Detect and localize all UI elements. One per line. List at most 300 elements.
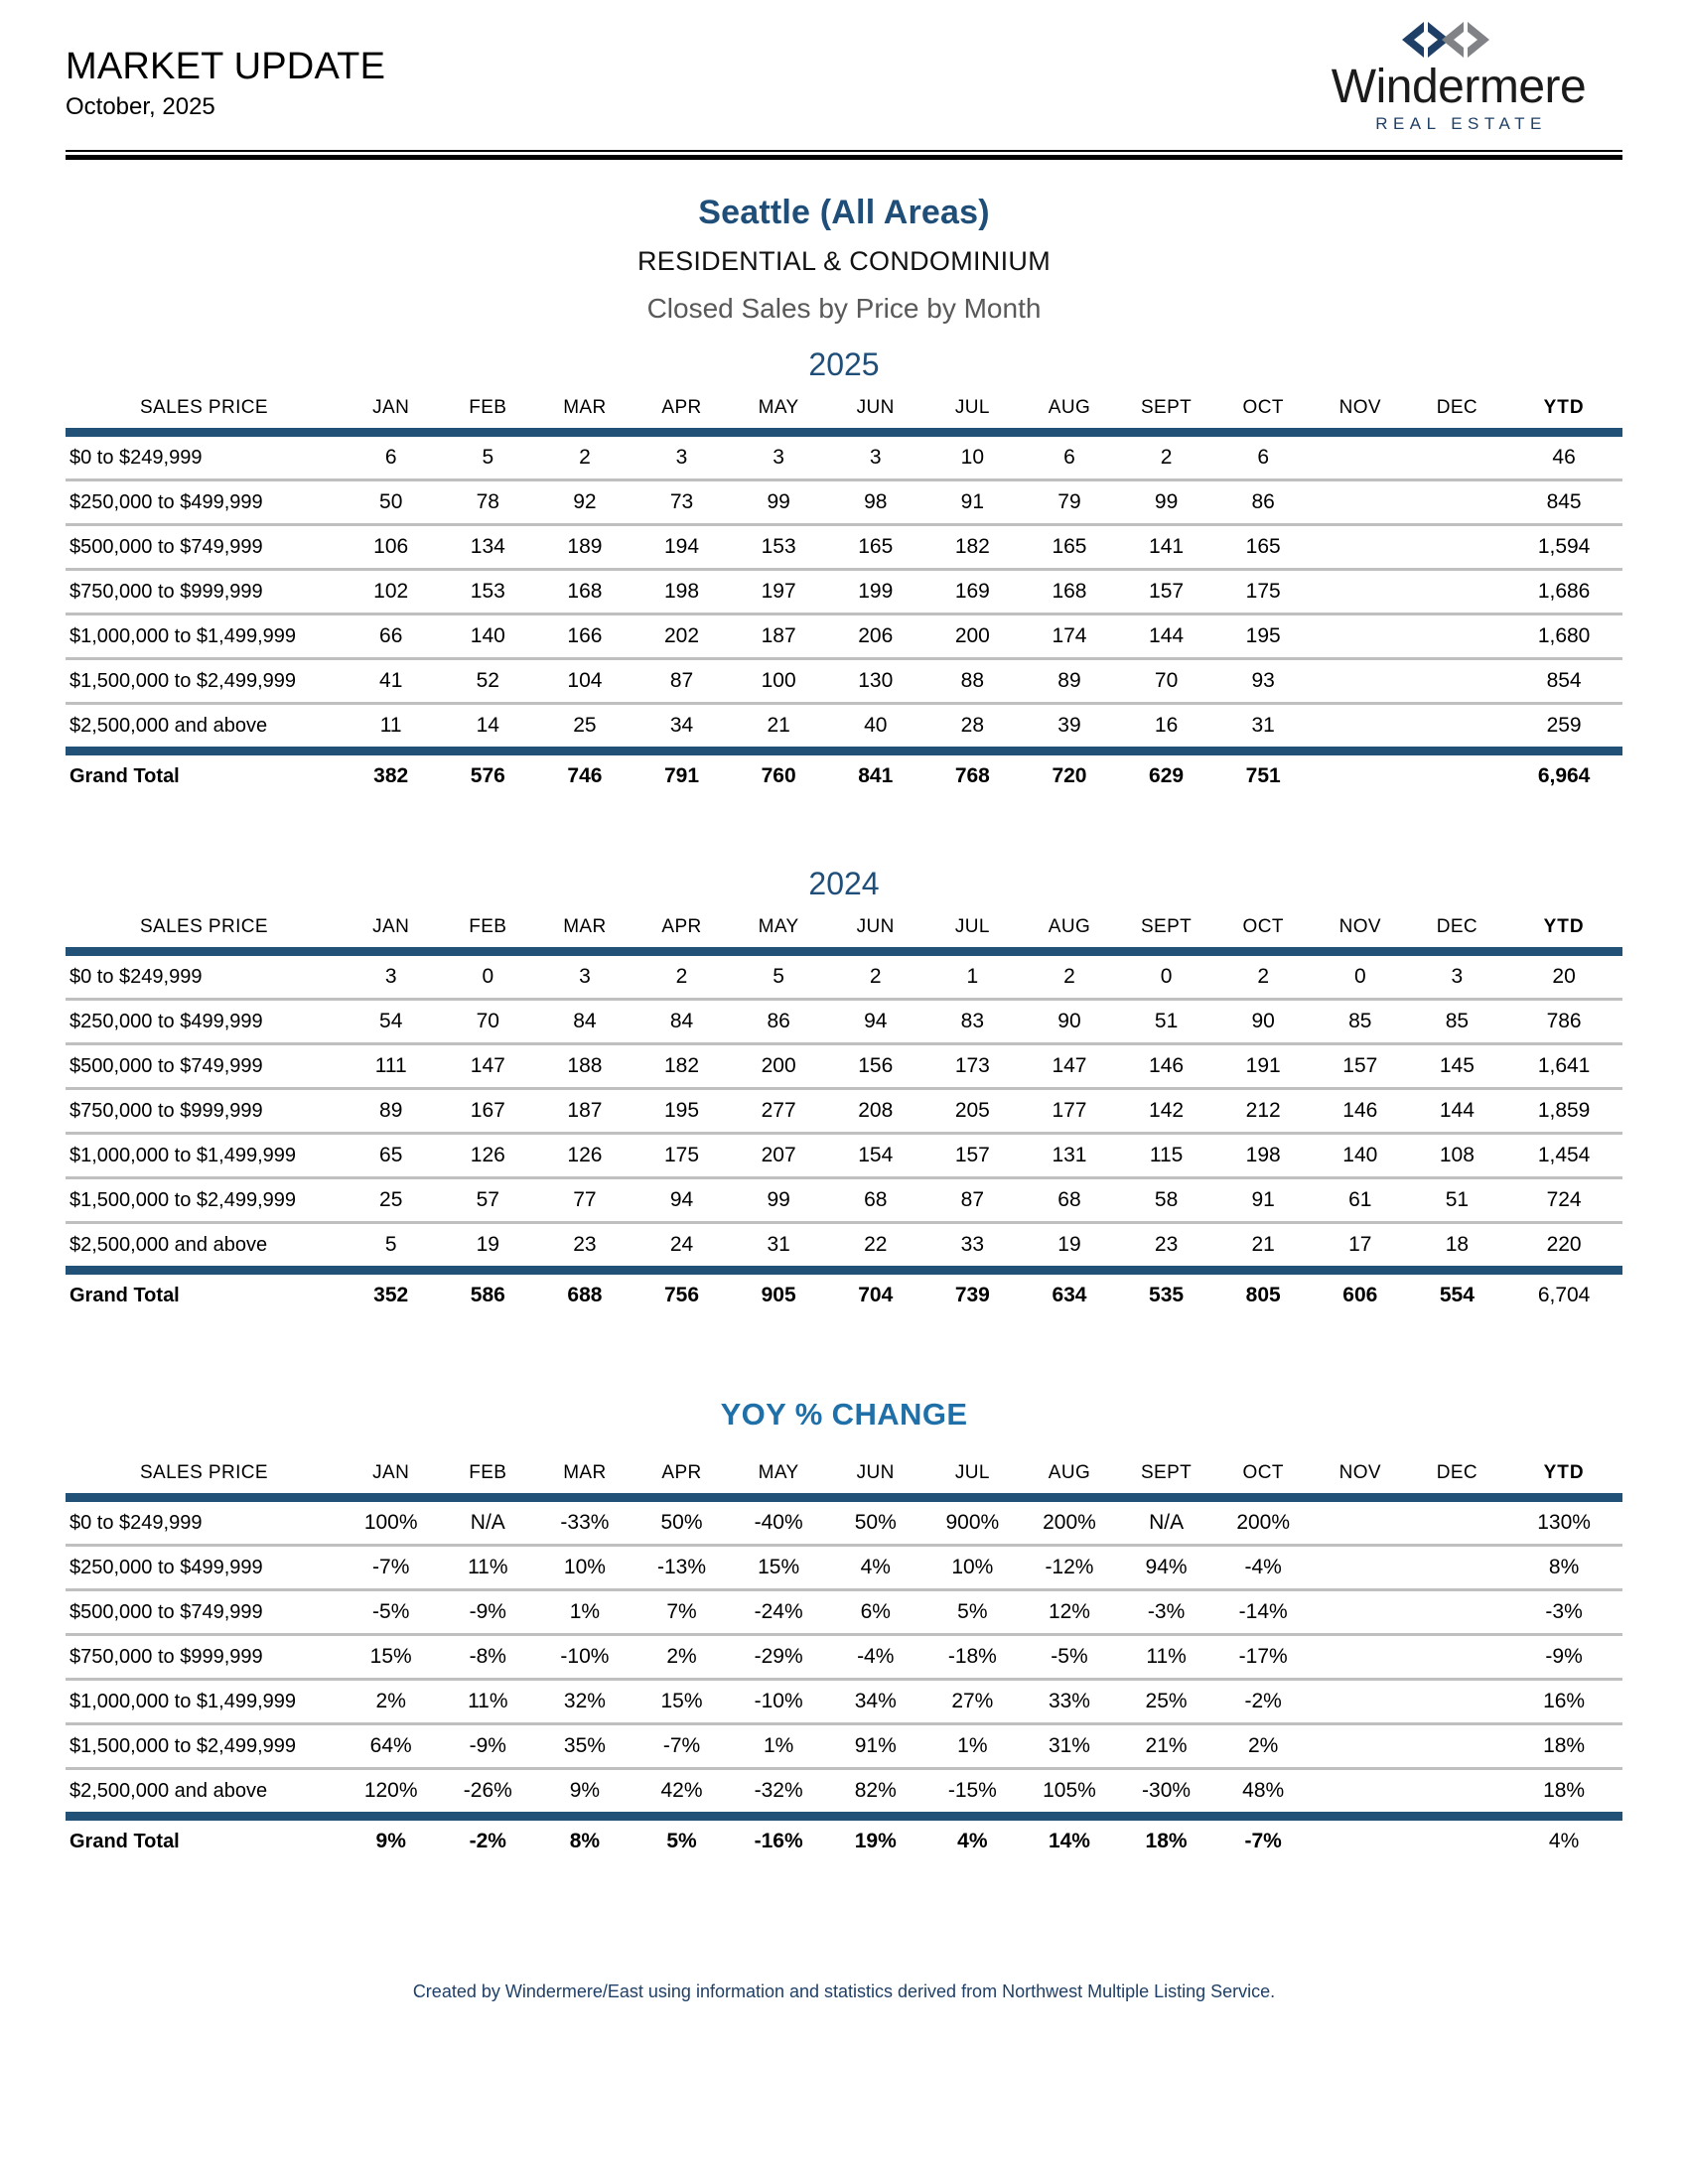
header-accent-bar [66,1493,1622,1502]
table-cell-apr: 15% [633,1680,731,1724]
report-month: October, 2025 [66,93,215,120]
grand-total-nov: 606 [1342,1284,1378,1306]
table-row [66,1000,1622,1044]
col-header-sept: SEPT [1140,1462,1193,1483]
table-cell-aug: 6 [1021,437,1118,480]
table-cell-jan: -5% [343,1590,440,1635]
table-cell-jul: 5% [924,1590,1022,1635]
table-cell-mar: 9% [569,1779,601,1802]
grand-total-may: 905 [761,1284,796,1306]
row-label-price-band: $1,000,000 to $1,499,999 [66,1680,343,1724]
table-row [66,1724,1622,1769]
table-cell-feb: 11% [440,1546,537,1590]
col-header-oct: OCT [1242,916,1284,937]
table-row [66,1089,1622,1134]
table-cell-sept: 25% [1118,1680,1215,1724]
table-cell-dec [1409,1680,1506,1724]
table-cell-feb: 167 [440,1089,537,1134]
table-cell-sept: 94% [1118,1546,1215,1590]
table-cell-nov: 61 [1312,1178,1409,1223]
table-cell-may: 15% [730,1546,827,1590]
table-cell-ytd: 724 [1505,1178,1622,1223]
col-header-jan: JAN [372,1462,410,1483]
table-cell-sept: 58 [1118,1178,1215,1223]
grand-total-jan: 352 [373,1284,409,1306]
row-label-price-band: $750,000 to $999,999 [66,1635,343,1680]
table-cell-jun: 6% [827,1590,924,1635]
col-header-may: MAY [758,1462,799,1483]
table-cell-dec: 145 [1409,1044,1506,1089]
table-cell-jun: 2 [827,956,924,1000]
table-cell-apr: 198 [633,570,731,614]
table-cell-jan: 106 [343,525,440,570]
grand-total-row [66,1275,1622,1311]
col-header-jul: JUL [954,916,990,937]
table-row [66,614,1622,659]
table-cell-sept: 2 [1118,437,1215,480]
table-cell-jul: 157 [924,1134,1022,1178]
table-cell-jul: -15% [947,1779,997,1802]
windermere-w-logo-icon [1295,18,1622,62]
table-2025-body [66,437,1622,747]
col-header-feb: FEB [469,397,507,418]
grand-total-may: 760 [761,764,796,787]
table-cell-ytd: 220 [1546,1233,1582,1256]
table-cell-apr: -13% [633,1546,731,1590]
table-row [66,1178,1622,1223]
col-header-mar: MAR [563,397,607,418]
header-left [66,48,385,121]
table-cell-feb: 14 [476,714,499,737]
section-heading-2024: 2024 [808,866,880,901]
table-cell-may: 31 [767,1233,790,1256]
table-cell-may: 99 [730,480,827,525]
table-cell-ytd: 8% [1505,1546,1622,1590]
row-label-price-band: $750,000 to $999,999 [66,1089,343,1134]
table-cell-jun: 40 [864,714,888,737]
page-title: MARKET UPDATE [66,46,386,87]
table-row [66,437,1622,480]
table-cell-jun: 82% [854,1779,897,1802]
table-cell-nov [1312,704,1409,748]
table-cell-feb: 11% [440,1680,537,1724]
row-label-price-band: $2,500,000 and above [70,1233,268,1256]
grand-total-label: Grand Total [70,1830,180,1852]
table-cell-apr: 3 [633,437,731,480]
row-label-price-band: $1,000,000 to $1,499,999 [66,614,343,659]
table-cell-oct: 48% [1242,1779,1285,1802]
table-cell-nov [1312,1502,1409,1546]
table-cell-feb: -9% [440,1590,537,1635]
table-cell-dec [1409,437,1506,480]
table-cell-sept: -3% [1118,1590,1215,1635]
table-cell-jan: 15% [343,1635,440,1680]
table-cell-jul: 205 [924,1089,1022,1134]
table-cell-oct: 21 [1251,1233,1275,1256]
grand-total-ytd: 4% [1548,1830,1580,1852]
grand-total-apr: 5% [666,1830,697,1852]
table-cell-oct: 2% [1214,1724,1312,1769]
table-header-row [66,393,1622,428]
table-cell-sept: 51 [1118,1000,1215,1044]
table-cell-jan: 54 [343,1000,440,1044]
table-cell-sept: 16 [1154,714,1179,737]
table-cell-apr: 50% [633,1502,731,1546]
col-header-nov: NOV [1338,397,1381,418]
grand-total-sept: 629 [1149,764,1185,787]
table-cell-aug: 168 [1021,570,1118,614]
table-cell-nov [1312,659,1409,704]
col-header-apr: APR [661,916,702,937]
table-2024-footer [66,1266,1622,1311]
table-cell-may: -24% [730,1590,827,1635]
table-cell-aug: 79 [1021,480,1118,525]
col-header-nov: NOV [1338,916,1381,937]
col-header-ytd: YTD [1543,916,1585,937]
table-cell-may: 21 [767,714,790,737]
col-header-dec: DEC [1436,1462,1478,1483]
table-cell-feb: -9% [440,1724,537,1769]
logo-wordmark: Windermere [1331,61,1587,113]
table-cell-sept: N/A [1118,1502,1215,1546]
col-header-jul: JUL [954,397,990,418]
row-label-price-band: $250,000 to $499,999 [66,1546,343,1590]
table-cell-feb: 147 [440,1044,537,1089]
table-cell-nov [1312,614,1409,659]
grand-total-jul: 739 [954,1284,990,1306]
table-cell-jun: -4% [827,1635,924,1680]
table-cell-mar: 32% [536,1680,633,1724]
col-header-mar: MAR [563,916,607,937]
grand-total-feb: 586 [470,1284,505,1306]
table-cell-jan: 25 [343,1178,440,1223]
table-cell-jun: 68 [827,1178,924,1223]
row-label-price-band: $2,500,000 and above [70,1779,268,1802]
table-cell-sept: 146 [1118,1044,1215,1089]
table-cell-nov: 140 [1312,1134,1409,1178]
grand-total-jan: 382 [373,764,409,787]
table-cell-jun: 156 [827,1044,924,1089]
grand-total-sept: 535 [1149,1284,1185,1306]
table-cell-jan: 65 [343,1134,440,1178]
table-row [66,1769,1622,1813]
table-cell-oct: -14% [1214,1590,1312,1635]
table-cell-jun: 98 [827,480,924,525]
table-cell-nov [1312,1590,1409,1635]
col-header-may: MAY [758,397,799,418]
col-header-oct: OCT [1242,1462,1284,1483]
col-header-dec: DEC [1436,397,1478,418]
table-cell-oct: 6 [1214,437,1312,480]
table-yoy-body [66,1502,1622,1812]
grand-total-feb: 576 [470,764,505,787]
grand-total-jun: 704 [858,1284,894,1306]
table-cell-jun: 3 [827,437,924,480]
table-cell-jul: 91 [924,480,1022,525]
table-cell-apr: 194 [633,525,731,570]
table-cell-feb: 126 [440,1134,537,1178]
table-cell-oct: 200% [1214,1502,1312,1546]
row-label-price-band: $1,000,000 to $1,499,999 [66,1134,343,1178]
table-cell-ytd: 1,454 [1505,1134,1622,1178]
table-cell-jun: 206 [827,614,924,659]
table-cell-oct: 175 [1214,570,1312,614]
page-header [66,0,1622,144]
table-cell-oct: 195 [1214,614,1312,659]
table-cell-ytd: 786 [1505,1000,1622,1044]
grand-total-nov [1312,755,1409,792]
table-cell-sept: 11% [1118,1635,1215,1680]
brand-logo [1295,18,1622,134]
table-cell-aug: 105% [1043,1779,1096,1802]
table-yoy [66,1458,1622,1857]
table-cell-ytd: 46 [1505,437,1622,480]
table-cell-apr: 24 [669,1233,694,1256]
table-cell-dec [1409,1546,1506,1590]
col-header-sept: SEPT [1140,397,1193,418]
table-cell-dec [1409,1769,1506,1813]
table-row [66,1134,1622,1178]
grand-total-jul: 768 [954,764,990,787]
table-cell-may: -29% [730,1635,827,1680]
table-cell-apr: 2% [633,1635,731,1680]
table-cell-jun: 34% [827,1680,924,1724]
grand-total-jul: 4% [957,1830,988,1852]
table-cell-ytd: 130% [1505,1502,1622,1546]
table-cell-mar: 84 [536,1000,633,1044]
table-cell-mar: 3 [536,956,633,1000]
section-heading-yoy: YOY % CHANGE [720,1397,968,1432]
table-cell-apr: -7% [633,1724,731,1769]
table-cell-aug: 177 [1021,1089,1118,1134]
table-cell-jul: 27% [924,1680,1022,1724]
table-cell-sept: 142 [1118,1089,1215,1134]
col-header-may: MAY [758,916,799,937]
table-cell-ytd: 1,594 [1505,525,1622,570]
table-cell-nov [1312,525,1409,570]
grand-total-dec: 554 [1439,1284,1475,1306]
table-cell-oct: -4% [1214,1546,1312,1590]
table-cell-nov: 17 [1348,1233,1372,1256]
table-cell-sept: 115 [1118,1134,1215,1178]
table-cell-dec [1409,570,1506,614]
col-header-apr: APR [661,397,702,418]
table-cell-jan: 64% [343,1724,440,1769]
grand-total-row [66,1821,1622,1857]
col-header-sales-price: SALES PRICE [139,1462,268,1483]
table-cell-feb: 0 [440,956,537,1000]
table-cell-ytd: 1,641 [1505,1044,1622,1089]
table-cell-may: 187 [730,614,827,659]
property-types-subtitle: RESIDENTIAL & CONDOMINIUM [636,246,1052,276]
table-cell-mar: 126 [536,1134,633,1178]
header-divider [66,150,1622,160]
table-cell-mar: 25 [573,714,597,737]
table-cell-nov [1312,480,1409,525]
table-cell-may: 153 [730,525,827,570]
table-cell-jul: 169 [924,570,1022,614]
table-cell-feb: 78 [440,480,537,525]
table-row [66,704,1622,748]
table-cell-feb: 19 [476,1233,499,1256]
table-cell-aug: 147 [1021,1044,1118,1089]
table-cell-jul: 173 [924,1044,1022,1089]
row-label-price-band: $2,500,000 and above [70,714,268,737]
divider-thin-line [66,150,1622,152]
table-yoy-footer [66,1812,1622,1857]
grand-total-mar: 746 [567,764,603,787]
table-cell-mar: 10% [536,1546,633,1590]
table-cell-oct: -2% [1214,1680,1312,1724]
table-cell-ytd: 18% [1543,1779,1586,1802]
row-label-price-band: $500,000 to $749,999 [66,1590,343,1635]
table-cell-oct: 91 [1214,1178,1312,1223]
col-header-nov: NOV [1338,1462,1381,1483]
col-header-aug: AUG [1048,1462,1091,1483]
table-cell-sept: -30% [1142,1779,1192,1802]
table-cell-jul: 10 [924,437,1022,480]
table-cell-feb: 70 [440,1000,537,1044]
table-2025-footer [66,747,1622,792]
col-header-feb: FEB [469,1462,507,1483]
table-cell-jun: 130 [827,659,924,704]
table-cell-feb: 134 [440,525,537,570]
table-cell-jul: 10% [924,1546,1022,1590]
table-cell-jul: 33 [960,1233,985,1256]
col-header-mar: MAR [563,1462,607,1483]
table-cell-may: -10% [730,1680,827,1724]
table-cell-aug: 89 [1021,659,1118,704]
table-cell-jun: 4% [827,1546,924,1590]
table-2024-body [66,956,1622,1266]
table-cell-apr: 87 [633,659,731,704]
table-cell-may: 3 [730,437,827,480]
table-cell-jan: 111 [343,1044,440,1089]
divider-thick-line [66,155,1622,160]
header-accent-bar [66,428,1622,437]
table-cell-sept: 99 [1118,480,1215,525]
table-cell-ytd: 1,686 [1505,570,1622,614]
table-cell-may: 1% [730,1724,827,1769]
table-cell-may: 100 [730,659,827,704]
grand-total-apr: 791 [664,764,700,787]
table-cell-jan: 50 [343,480,440,525]
table-cell-may: 200 [730,1044,827,1089]
table-cell-aug: 174 [1021,614,1118,659]
table-cell-jul: 900% [924,1502,1022,1546]
col-header-jun: JUN [856,916,895,937]
section-heading-2025: 2025 [808,346,880,382]
table-cell-oct: 2 [1214,956,1312,1000]
table-cell-feb: -26% [463,1779,512,1802]
table-cell-feb: 153 [440,570,537,614]
table-cell-aug: 90 [1021,1000,1118,1044]
table-cell-may: -40% [730,1502,827,1546]
table-cell-jul: 88 [924,659,1022,704]
col-header-ytd: YTD [1543,1462,1585,1483]
table-cell-aug: 12% [1021,1590,1118,1635]
col-header-jun: JUN [856,397,895,418]
table-cell-aug: 19 [1057,1233,1081,1256]
table-row [66,480,1622,525]
table-cell-oct: 31 [1251,714,1275,737]
table-cell-dec: 144 [1409,1089,1506,1134]
grand-total-oct: -7% [1244,1830,1282,1852]
row-label-price-band: $250,000 to $499,999 [66,480,343,525]
table-cell-ytd: -9% [1505,1635,1622,1680]
table-row [66,570,1622,614]
col-header-aug: AUG [1048,916,1091,937]
table-cell-sept: 141 [1118,525,1215,570]
grand-total-ytd: 6,704 [1537,1284,1591,1306]
footer-attribution: Created by Windermere/East using information and statistics derived from Northwest Multiple Listing Service. [412,1981,1276,2001]
table-cell-feb: 57 [440,1178,537,1223]
table-cell-jan: 6 [343,437,440,480]
table-cell-jan: 120% [363,1779,418,1802]
table-row [66,1044,1622,1089]
grand-total-mar: 688 [567,1284,603,1306]
table-cell-ytd: 259 [1546,714,1582,737]
grand-total-label: Grand Total [70,764,180,787]
row-label-price-band: $1,500,000 to $2,499,999 [66,659,343,704]
col-header-ytd: YTD [1543,397,1585,418]
table-cell-mar: -33% [536,1502,633,1546]
table-cell-aug: 68 [1021,1178,1118,1223]
table-cell-oct: -17% [1214,1635,1312,1680]
table-cell-dec [1409,1502,1506,1546]
table-cell-mar: 188 [536,1044,633,1089]
table-cell-jul: 1 [924,956,1022,1000]
logo-tagline: REAL ESTATE [1375,114,1547,133]
col-header-jul: JUL [954,1462,990,1483]
table-row [66,1635,1622,1680]
table-cell-jun: 165 [827,525,924,570]
table-cell-nov: 0 [1312,956,1409,1000]
table-cell-mar: 104 [536,659,633,704]
grand-total-apr: 756 [664,1284,700,1306]
table-cell-dec [1409,1724,1506,1769]
table-cell-oct: 86 [1214,480,1312,525]
table-cell-aug: -5% [1021,1635,1118,1680]
table-cell-sept: 21% [1118,1724,1215,1769]
table-cell-mar: 166 [536,614,633,659]
table-cell-apr: 2 [633,956,731,1000]
grand-total-sept: 18% [1145,1830,1188,1852]
totals-accent-bar [66,747,1622,755]
table-cell-nov [1312,1546,1409,1590]
table-cell-jul: 28 [960,714,985,737]
header-accent-bar [66,947,1622,956]
table-cell-mar: -10% [536,1635,633,1680]
table-cell-may: 5 [730,956,827,1000]
table-cell-ytd: 18% [1505,1724,1622,1769]
table-cell-may: 207 [730,1134,827,1178]
table-cell-dec [1409,614,1506,659]
table-cell-mar: 77 [536,1178,633,1223]
grand-total-ytd: 6,964 [1537,764,1591,787]
grand-total-row [66,755,1622,792]
table-cell-aug: 165 [1021,525,1118,570]
grand-total-aug: 720 [1052,764,1087,787]
report-subtitle: Closed Sales by Price by Month [646,293,1042,324]
region-title: Seattle (All Areas) [698,194,990,231]
table-cell-jul: -18% [924,1635,1022,1680]
table-cell-nov: 157 [1312,1044,1409,1089]
table-cell-nov: 85 [1312,1000,1409,1044]
table-cell-jul: 87 [924,1178,1022,1223]
table-cell-mar: 189 [536,525,633,570]
table-cell-feb: N/A [440,1502,537,1546]
